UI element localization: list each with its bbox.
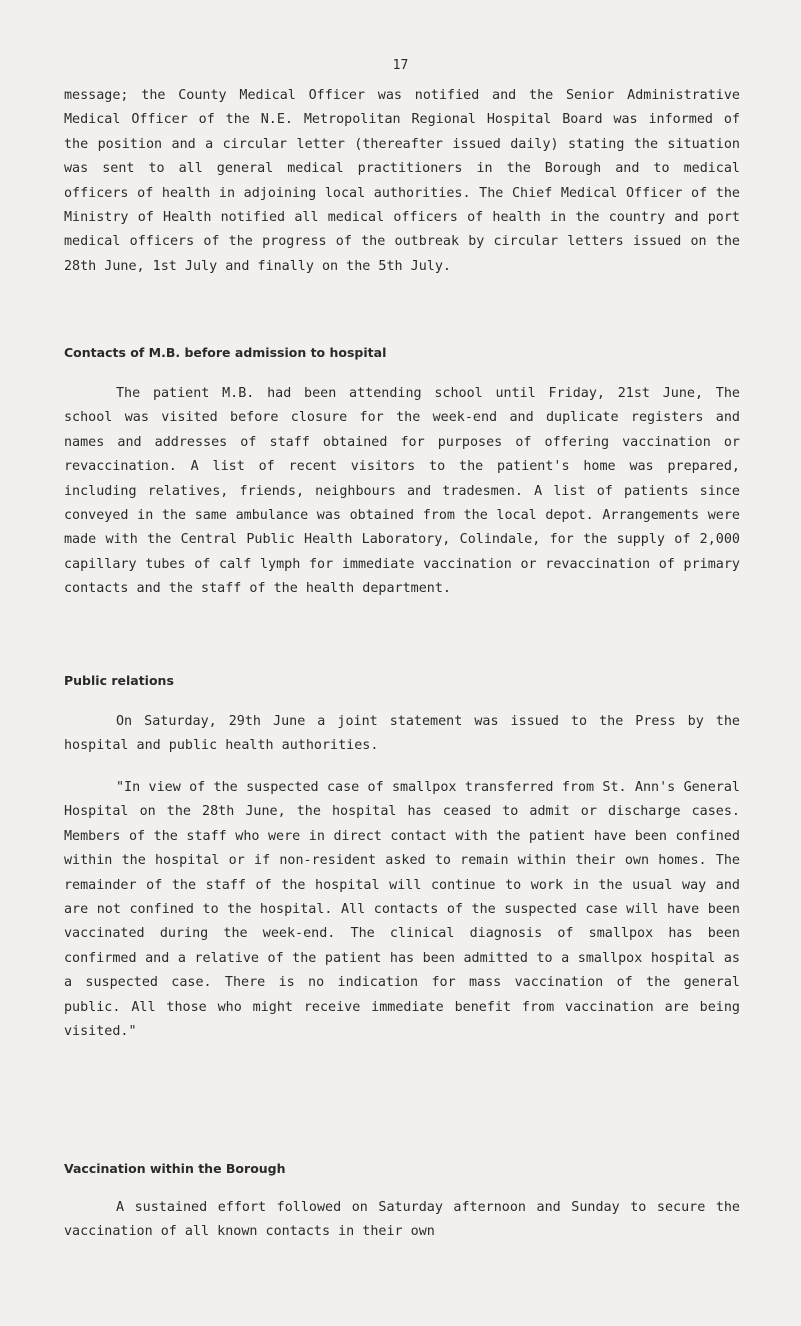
- paragraph-vaccination: A sustained effort followed on Saturday afternoon and Sunday to secure the vaccination of all known contacts in their own: [64, 1200, 740, 1240]
- paragraph-contacts: The patient M.B. had been attending school until Friday, 21st June, The school was visited before closure for the week-end and duplicate registers and names and addresses of staff obtained for purposes of offering vaccination or revaccination. A list of recent visitors to the patient's home was prepared, including relatives, friends, neighbours and tradesmen. A list of patients since conveyed in the same ambulance was obtained from the local depot. Arrangements were made with the Central Public Health Laboratory, Colindale, for the supply of 2,000 capillary tubes of calf lymph for immediate vaccination or revaccination of primary contacts and the staff of the health department.: [64, 386, 740, 597]
- heading-public-relations: Public relations: [64, 673, 174, 688]
- paragraph-press-statement-quote: "In view of the suspected case of smallpox transferred from St. Ann's General Hospital on the 28th June, the hospital has ceased to admit or discharge cases. Members of the staff who were in direct contact with the patient have been confined within the hospital or if non-resident asked to remain within their own homes. The remainder of the staff of the hospital will continue to work in the usual way and are not confined to the hospital. All contacts of the suspected case will have been vaccinated during the week-end. The clinical diagnosis of smallpox has been confirmed and a relative of the patient has been admitted to a smallpox hospital as a suspected case. There is no indication for mass vaccination of the general public. All those who might receive immediate benefit from vaccination are being visited.": [64, 780, 740, 1040]
- paragraph-press-statement-intro: On Saturday, 29th June a joint statement was issued to the Press by the hospital and public health authorities.: [64, 714, 740, 754]
- heading-vaccination: Vaccination within the Borough: [64, 1161, 286, 1176]
- heading-contacts: Contacts of M.B. before admission to hospital: [64, 345, 387, 360]
- paragraph-notification: message; the County Medical Officer was notified and the Senior Administrative Medical Officer of the N.E. Metropolitan Regional Hospital Board was informed of the position and a circular letter (thereafter issued daily) stating the situation was sent to all general medical practitioners in the Borough and to medical officers of health in adjoining local authorities. The Chief Medical Officer of the Ministry of Health notified all medical officers of health in the country and port medical officers of the progress of the outbreak by circular letters issued on the 28th June, 1st July and finally on the 5th July.: [64, 88, 740, 274]
- page-number: 17: [392, 58, 409, 73]
